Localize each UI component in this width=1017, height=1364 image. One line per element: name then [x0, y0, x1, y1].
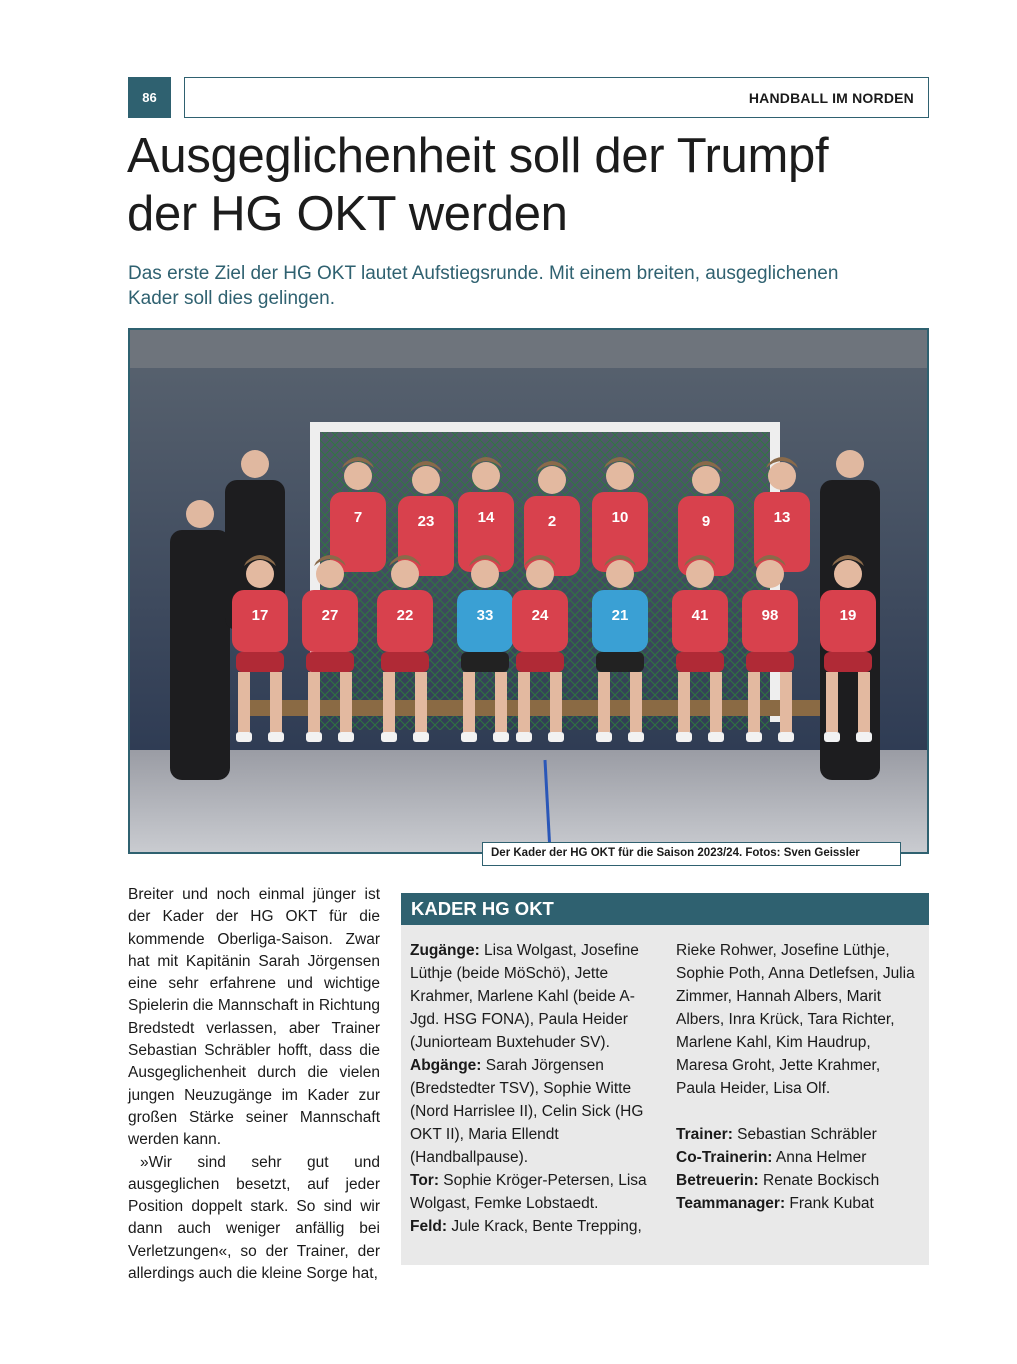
cotrainer-entry [676, 1146, 924, 1169]
jersey-number: 33 [476, 607, 494, 624]
abgaenge-label: Abgänge: [410, 1057, 482, 1074]
tor-label: Tor: [410, 1172, 439, 1189]
jersey-number: 24 [531, 607, 549, 624]
body-paragraph-2: »Wir sind sehr gut und ausgeglichen besetzt, auf jeder Position doppelt stark. So sind wir dann auch weniger anfällig bei Verletzungen«, so der Trainer, der allerdings auch die kleine Sorge hat, [128, 1153, 380, 1283]
betreuer-text: Renate Bockisch [758, 1172, 880, 1189]
jersey-number: 9 [701, 513, 711, 530]
page-number: 86 [128, 77, 171, 118]
cotrainer-text: Anna Helmer [772, 1149, 867, 1166]
jersey-number: 98 [761, 607, 779, 624]
team-photo-illustration [130, 330, 927, 852]
betreuer-label: Betreuerin: [676, 1172, 759, 1189]
jersey-number: 22 [396, 607, 414, 624]
zugaenge-text: Lisa Wolgast, Josefine Lüthje (beide MöSchö), Jette Krahmer, Marlene Kahl (beide A-Jgd. HSG FONA), Paula Heider (Juniorteam Buxtehuder SV). [410, 942, 639, 1051]
jersey-number: 17 [251, 607, 269, 624]
manager-entry [676, 1192, 924, 1215]
zugaenge-label: Zugänge: [410, 942, 480, 959]
feld-continued: Rieke Rohwer, Josefine Lüthje, Sophie Poth, Anna Detlefsen, Julia Zimmer, Hannah Albers, Marit Albers, Inra Krück, Tara Richter, Marlene Kahl, Kim Haudrup, Maresa Groht, Jette Krahmer, Paula Heider, Lisa Olf. [676, 942, 915, 1097]
body-paragraph-1: Breiter und noch einmal jünger ist der Kader der HG OKT für die kommende Oberliga-Saison. Zwar hat mit Kapitänin Sarah Jörgensen eine sehr erfahrene und wichtige Spielerin die Mannschaft in Richtung Bredstedt verlassen, aber Trainer Sebastian Schräbler hofft, dass die Ausgeglichenheit durch die vielen jungen Neuzugänge im Kader zur großen Stärke seiner Mannschaft werden kann. [128, 886, 380, 1149]
manager-label: Teammanager: [676, 1195, 786, 1212]
trainer-label: Trainer: [676, 1126, 733, 1143]
kader-column-right [676, 939, 924, 1215]
zugaenge-entry [410, 939, 654, 1054]
headline-line-2: der HG OKT werden [127, 187, 568, 241]
betreuer-entry [676, 1169, 924, 1192]
feld-text: Jule Krack, Bente Trepping, [447, 1218, 642, 1235]
headline [127, 127, 947, 243]
headline-line-1: Ausgeglichenheit soll der Trumpf [127, 129, 829, 183]
article-body [128, 884, 380, 1285]
abgaenge-entry [410, 1054, 654, 1169]
tor-entry [410, 1169, 654, 1215]
jersey-number: 21 [611, 607, 629, 624]
abgaenge-text: Sarah Jörgensen (Bredstedter TSV), Sophie Witte (Nord Harrislee II), Celin Sick (HG OKT II), Maria Ellendt (Handballpause). [410, 1057, 644, 1166]
jersey-number: 14 [477, 509, 495, 526]
jersey-number: 27 [321, 607, 339, 624]
lead-line-1: Das erste Ziel der HG OKT lautet Aufstiegsrunde. Mit einem breiten, ausgeglichenen [128, 263, 839, 284]
ceiling-beam [130, 330, 927, 368]
section-title: HANDBALL IM NORDEN [748, 89, 914, 106]
photo-caption: Der Kader der HG OKT für die Saison 2023/24. Fotos: Sven Geissler [482, 842, 901, 866]
jersey-number: 13 [773, 509, 791, 526]
section-header [184, 77, 929, 118]
jersey-number: 10 [611, 509, 629, 526]
feld-entry [410, 1215, 654, 1238]
jersey-number: 23 [417, 513, 435, 530]
trainer-text: Sebastian Schräbler [732, 1126, 877, 1143]
jersey-number: 7 [353, 509, 363, 526]
goal-crossbar [310, 422, 780, 432]
lead-paragraph [128, 261, 928, 311]
jersey-number: 41 [691, 607, 709, 624]
manager-text: Frank Kubat [785, 1195, 874, 1212]
feld-label: Feld: [410, 1218, 448, 1235]
staff-member [170, 500, 230, 780]
lead-line-2: Kader soll dies gelingen. [128, 288, 336, 309]
jersey-number: 2 [547, 513, 557, 530]
team-photo [128, 328, 929, 854]
tor-text: Sophie Kröger-Petersen, Lisa Wolgast, Femke Lobstaedt. [410, 1172, 647, 1212]
kader-title: KADER HG OKT [401, 893, 929, 925]
trainer-entry [676, 1123, 924, 1146]
jersey-number: 19 [839, 607, 857, 624]
cotrainer-label: Co-Trainerin: [676, 1149, 773, 1166]
kader-infobox [401, 893, 929, 1265]
kader-column-left [410, 939, 654, 1238]
floor [130, 750, 927, 852]
